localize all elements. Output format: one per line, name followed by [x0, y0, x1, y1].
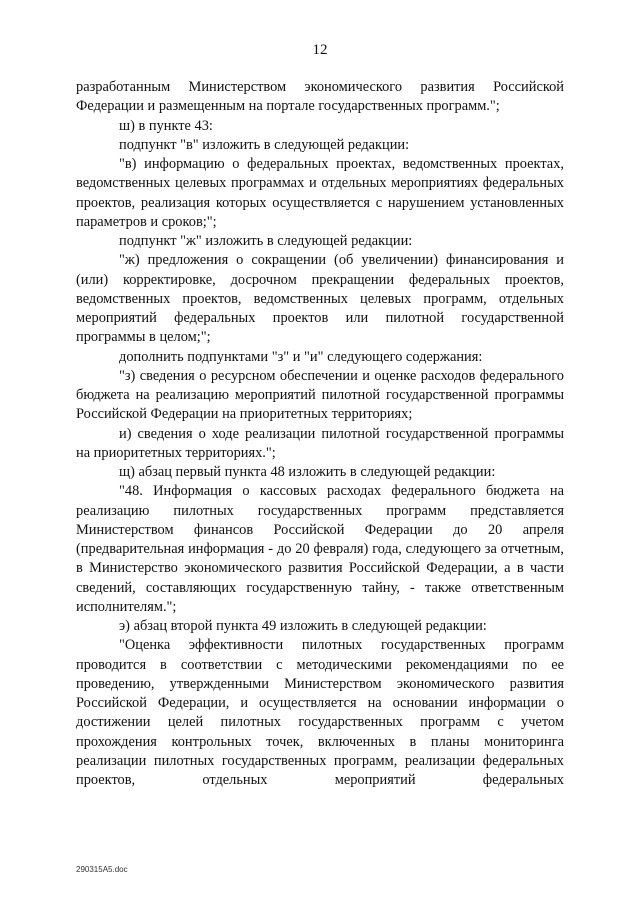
paragraph: "ж) предложения о сокращении (об увеличении) финансирования и (или) корректировке, досрочном прекращении федеральных проектов, ведомственных проектов, ведомственных целевых программ, отдельных мероприятий федеральных проектов или пилотной государственной программы в целом;"; — [76, 252, 564, 346]
paragraph: подпункт "ж" изложить в следующей редакции: — [119, 233, 413, 249]
paragraph: и) сведения о ходе реализации пилотной государственной программы на приоритетных территориях."; — [76, 425, 564, 461]
paragraph: дополнить подпунктами "з" и "и" следующего содержания: — [119, 348, 483, 365]
paragraph: "з) сведения о ресурсном обеспечении и оценке расходов федерального бюджета на реализацию мероприятий пилотной государственной программы Российской Федерации на приоритетных территориях; — [76, 367, 564, 423]
page-number: 12 — [312, 42, 328, 58]
paragraph: разработанным Министерством экономического развития Российской Федерации и размещенным на портале государственных программ."; — [76, 79, 564, 115]
paragraph: э) абзац второй пункта 49 изложить в следующей редакции: — [119, 618, 487, 634]
paragraph: "Оценка эффективности пилотных государственных программ проводится в соответствии с методическими рекомендациями по ее проведению, утвержденными Министерством экономического развития Российской Федерации, и осуществляется на основании информации о достижении целей пилотных государственных программ с учетом прохождения контрольных точек, включенных в планы мониторинга реализации пилотных государственных программ, реализации федеральных проектов, отдельных мероприятий федеральных — [76, 637, 564, 788]
paragraph: ш) в пункте 43: — [119, 117, 213, 134]
document-body — [76, 78, 564, 790]
paragraph: "в) информацию о федеральных проектах, ведомственных проектах, ведомственных целевых программах и отдельных мероприятиях федеральных проектов, реализация которых осуществляется с нарушением установленных параметров и сроков;"; — [76, 156, 564, 230]
paragraph: подпункт "в" изложить в следующей редакции: — [119, 136, 410, 153]
paragraph: "48. Информация о кассовых расходах федерального бюджета на реализацию пилотных государственных программ представляется Министерством финансов Российской Федерации до 20 апреля (предварительная информация - до 20 февраля) года, следующего за отчетным, в Министерство экономического развития Российской Федерации, а в части сведений, составляющих государственную тайну, - также ответственным исполнителям."; — [76, 483, 564, 615]
paragraph: щ) абзац первый пункта 48 изложить в следующей редакции: — [119, 464, 496, 480]
footer-filename: 290315A5.doc — [76, 865, 128, 874]
